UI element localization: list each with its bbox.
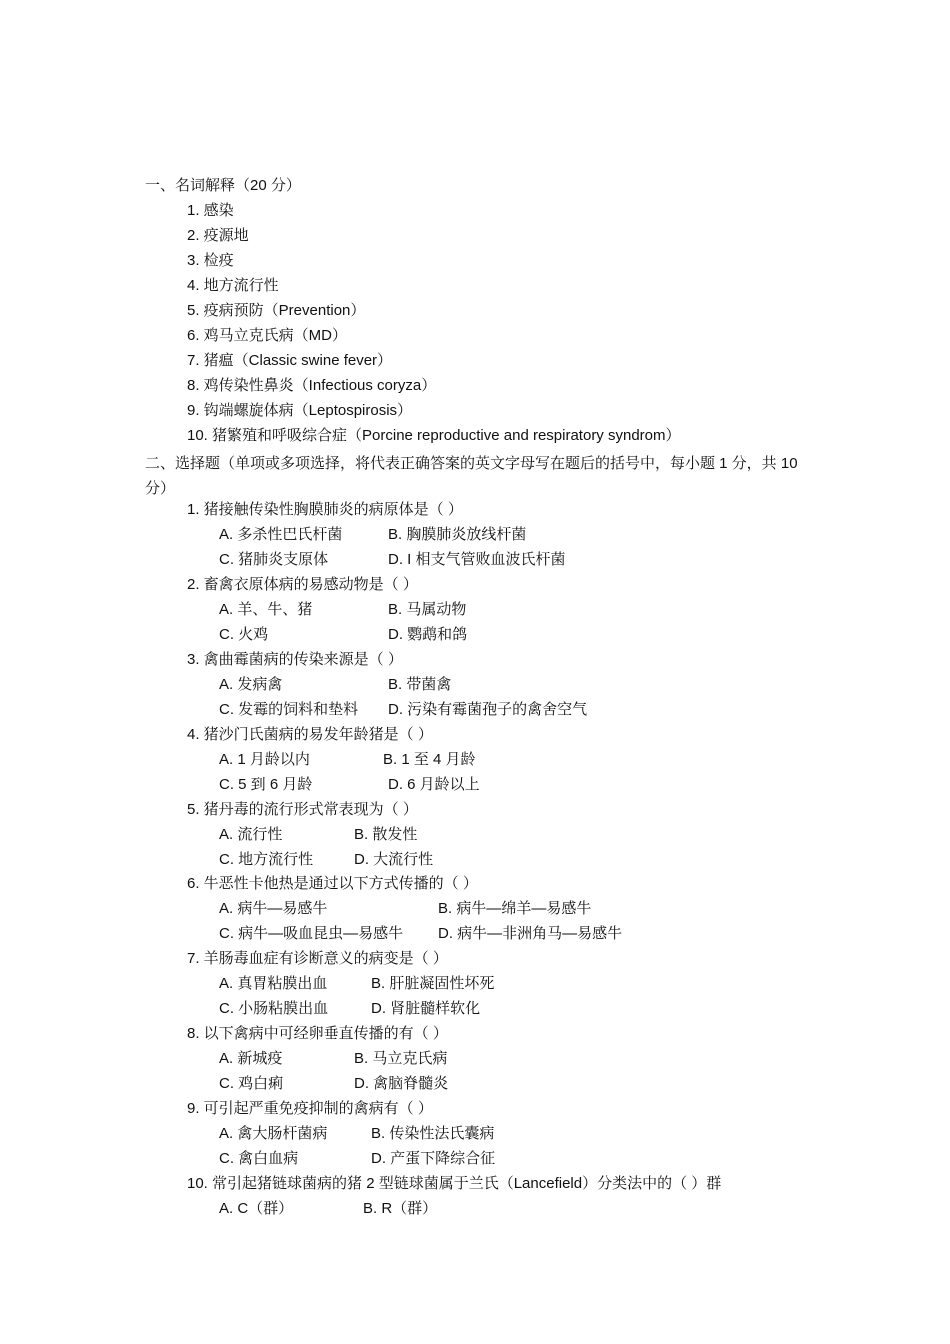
question: 8. 以下禽病中可经卵垂直传播的有（ ） [187, 1025, 448, 1042]
option: D. 鹦鹉和鸽 [388, 626, 468, 643]
option: B. 传染性法氏囊病 [371, 1125, 495, 1142]
term-item: 1. 感染 [187, 202, 234, 219]
option: B. 散发性 [354, 826, 418, 843]
option: C. 小肠粘膜出血 [219, 1000, 329, 1017]
section-2-title: 二、选择题（单项或多项选择，将代表正确答案的英文字母写在题后的括号中，每小题 1 分，共 10 分） [145, 455, 798, 497]
option: C. 禽白血病 [219, 1150, 299, 1167]
term-item: 6. 鸡马立克氏病（MD） [187, 327, 348, 344]
question: 3. 禽曲霉菌病的传染来源是（ ） [187, 651, 403, 668]
option: A. 流行性 [219, 826, 283, 843]
option: A. 真胃粘膜出血 [219, 975, 328, 992]
option: D. 禽脑脊髓炎 [354, 1075, 449, 1092]
term-item: 10. 猪繁殖和呼吸综合症（Porcine reproductive and respiratory syndrom） [187, 427, 681, 444]
option: D. I 相支气管败血波氏杆菌 [388, 551, 566, 568]
option: A. 禽大肠杆菌病 [219, 1125, 328, 1142]
question: 1. 猪接触传染性胸膜肺炎的病原体是（ ） [187, 501, 463, 518]
option: B. 病牛—绵羊—易感牛 [438, 900, 592, 917]
option: D. 大流行性 [354, 851, 434, 868]
option: C. 病牛—吸血昆虫—易感牛 [219, 925, 404, 942]
option: A. C（群） [219, 1200, 294, 1217]
question: 7. 羊肠毒血症有诊断意义的病变是（ ） [187, 950, 448, 967]
option: C. 5 到 6 月龄 [219, 776, 313, 793]
option: A. 病牛—易感牛 [219, 900, 328, 917]
option: D. 肾脏髓样软化 [371, 1000, 481, 1017]
option: A. 羊、牛、猪 [219, 601, 313, 618]
option: D. 污染有霉菌孢子的禽舍空气 [388, 701, 588, 718]
term-item: 3. 检疫 [187, 252, 234, 269]
question: 2. 畜禽衣原体病的易感动物是（ ） [187, 576, 418, 593]
option: C. 火鸡 [219, 626, 269, 643]
option: B. 带菌禽 [388, 676, 452, 693]
option: D. 产蛋下降综合征 [371, 1150, 496, 1167]
question: 4. 猪沙门氏菌病的易发年龄猪是（ ） [187, 726, 433, 743]
question: 9. 可引起严重免疫抑制的禽病有（ ） [187, 1100, 433, 1117]
option: C. 地方流行性 [219, 851, 314, 868]
option: B. 马属动物 [388, 601, 467, 618]
option: A. 新城疫 [219, 1050, 283, 1067]
term-item: 2. 疫源地 [187, 227, 249, 244]
term-item: 5. 疫病预防（Prevention） [187, 302, 366, 319]
question: 10. 常引起猪链球菌病的猪 2 型链球菌属于兰氏（Lancefield）分类法中的（ ）群 [187, 1175, 722, 1192]
option: D. 病牛—非洲角马—易感牛 [438, 925, 623, 942]
option: B. 1 至 4 月龄 [383, 751, 476, 768]
option: B. R（群） [363, 1200, 438, 1217]
option: A. 发病禽 [219, 676, 283, 693]
term-item: 7. 猪瘟（Classic swine fever） [187, 352, 393, 369]
term-item: 9. 钩端螺旋体病（Leptospirosis） [187, 402, 413, 419]
question: 6. 牛恶性卡他热是通过以下方式传播的（ ） [187, 875, 478, 892]
section-1-title: 一、名词解释（20 分） [145, 177, 301, 194]
option: C. 鸡白痢 [219, 1075, 284, 1092]
option: C. 发霉的饲料和垫料 [219, 701, 359, 718]
term-item: 4. 地方流行性 [187, 277, 279, 294]
option: B. 马立克氏病 [354, 1050, 448, 1067]
option: A. 多杀性巴氏杆菌 [219, 526, 343, 543]
option: B. 胸膜肺炎放线杆菌 [388, 526, 527, 543]
option: C. 猪肺炎支原体 [219, 551, 329, 568]
term-item: 8. 鸡传染性鼻炎（Infectious coryza） [187, 377, 437, 394]
option: A. 1 月龄以内 [219, 751, 310, 768]
option: D. 6 月龄以上 [388, 776, 480, 793]
question: 5. 猪丹毒的流行形式常表现为（ ） [187, 801, 418, 818]
option: B. 肝脏凝固性坏死 [371, 975, 495, 992]
